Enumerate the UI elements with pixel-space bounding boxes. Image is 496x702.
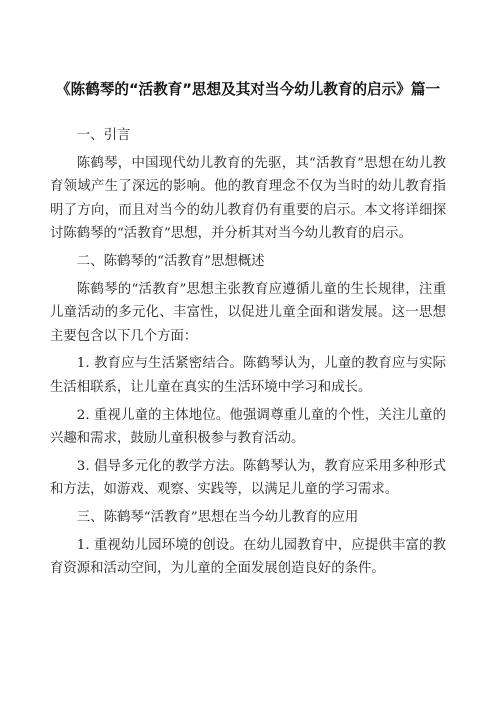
list-item: 1. 教育应与生活紧密结合。陈鹤琴认为，儿童的教育应与实际生活相联系，让儿童在真实的生活环境中学习和成长。 — [50, 356, 446, 395]
section-heading: 三、陈鹤琴“活教育”思想在当今幼儿教育的应用 — [76, 509, 359, 525]
section-introduction — [50, 124, 446, 246]
section-heading: 二、陈鹤琴的“活教育”思想概述 — [76, 253, 265, 269]
list-item: 3. 倡导多元化的教学方法。陈鹤琴认为，教育应采用多种形式和方法，如游戏、观察、实践等，以满足儿童的学习需求。 — [50, 458, 446, 498]
section-application — [50, 506, 446, 581]
section-overview — [50, 250, 446, 502]
list-item: 1. 重视幼儿园环境的创设。在幼儿园教育中，应提供丰富的教育资源和活动空间，为儿童的全面发展创造良好的条件。 — [50, 537, 446, 577]
document-title: 《陈鹤琴的“活教育”思想及其对当今幼儿教育的启示》篇一 — [55, 81, 441, 98]
paragraph: 陈鹤琴的“活教育”思想主张教育应遵循儿童的生长规律，注重儿童活动的多元化、丰富性，以促进儿童全面和谐发展。这一思想主要包含以下几个方面： — [50, 281, 446, 344]
paragraph: 陈鹤琴，中国现代幼儿教育的先驱，其“活教育”思想在幼儿教育领域产生了深远的影响。他的教育理念不仅为当时的幼儿教育指明了方向，而且对当今的幼儿教育仍有重要的启示。本文将详细探讨陈鹤琴的“活教育”思想，并分析其对当今幼儿教育的启示。 — [50, 155, 446, 242]
section-heading: 一、引言 — [76, 128, 131, 143]
list-item: 2. 重视儿童的主体地位。他强调尊重儿童的个性，关注儿童的兴趣和需求，鼓励儿童积极参与教育活动。 — [50, 407, 446, 447]
